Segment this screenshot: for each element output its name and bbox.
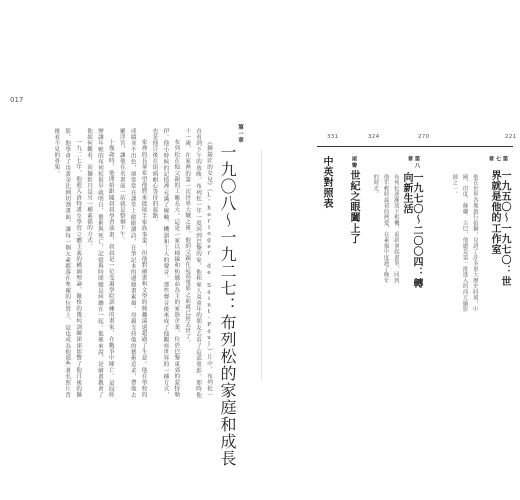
toc-page-number: 221 bbox=[505, 134, 517, 140]
toc-chapter-title: 一九五〇～一九七〇：世界就是他的工作室 bbox=[489, 169, 510, 287]
paragraph: 家裡的長輩希望他將來能接手家族事業，但他對繪畫和文學的興趣遠遠超過了生意。他在學校的成績並不出色，卻常常在課堂上偷偷讀詩，在筆記本的邊緣畫素描。母親支持他的藝術追求，帶他去羅浮宮，讓他在名畫前一站就是整個下午。 bbox=[118, 128, 147, 398]
toc-chapter-label: 第七章 bbox=[488, 156, 508, 163]
toc-page-number: 331 bbox=[327, 134, 339, 140]
toc-chapter-title: 中英對照表 bbox=[321, 156, 332, 209]
toc-description: 他在世界各地旅行拍攝，見證了許多重大歷史時刻，中國、印度、蘇聯、古巴，他總是第一批進入的西方攝影師之一。 bbox=[451, 174, 478, 312]
chapter-title: 一九〇八～一九二七：布列松的家庭和成長 bbox=[218, 144, 237, 467]
toc-page-number: 324 bbox=[368, 134, 380, 140]
toc-description: 布列松逐漸放下相機，重新拿起畫筆，回到他年輕時最初的熱愛，在素描中度過了晚年的時光。 bbox=[372, 174, 399, 284]
toc-entry[interactable] bbox=[401, 156, 421, 296]
paragraph: 布列松在他父親的工廠長大，這是一家以棉線和紡織品為主的家族企業，位於巴黎東郊的蒙特勒伊。他小時候的記憶裡充滿了線軸、機器和工人的聲音。那些聲音後來成了他觀察世界的一種方式，也是他日後在街頭耐心等待的起點。 bbox=[151, 128, 180, 398]
toc-entry[interactable] bbox=[348, 156, 358, 246]
toc-chapter-label: 第八章 bbox=[407, 156, 420, 169]
toc-entry[interactable] bbox=[488, 156, 509, 296]
paragraph: 一九二七年，他進入洛特畫室學習立體主義的構圖理論，嚴格的幾何訓練深深影響了他日後的攝影。他學會了用黃金比例切割畫面，讓每一個元素都落在準確的位置上，這也成為他那些著名照片背後看不見的骨架。 bbox=[53, 128, 82, 398]
toc-rule bbox=[317, 146, 513, 147]
toc-page-number: 270 bbox=[418, 134, 430, 140]
paragraph: 《鐘錶匠的女兒》（L'horloger de Saint-Paul）片中，布列松一直看到下午的放映。布列松一年一度回到巴黎的家，他和家人及童年的朋友去看了這部電影。那時他十一歲，在家裡的第一次世界大戰之後，他的父親在這部電影之前就已經去世了。 bbox=[184, 128, 212, 398]
toc-entry[interactable] bbox=[317, 156, 336, 216]
toc-chapter-title: 世紀之眼闔上了 bbox=[348, 170, 359, 245]
toc-chapter-label: 尾聲 bbox=[351, 156, 357, 169]
page-number: 017 bbox=[10, 96, 24, 104]
toc-chapter-title: 一九七〇～二〇〇四：轉向新生活 bbox=[401, 172, 422, 290]
paragraph: 十幾歲時，他開始跟隨叔叔學習油畫，叔叔是一位受過學院訓練的畫家，在戰爭中陣亡。這段經歷讓年輕的布列松很早就明白，藝術與死亡、記憶與時間總是糾纏在一起。他後來說，是繪畫教會了他如何觀看，而攝影只是另一種素描的方式。 bbox=[86, 128, 114, 398]
chapter-label: 第一章 bbox=[237, 124, 243, 144]
body-text bbox=[53, 128, 214, 398]
right-page bbox=[262, 0, 520, 500]
